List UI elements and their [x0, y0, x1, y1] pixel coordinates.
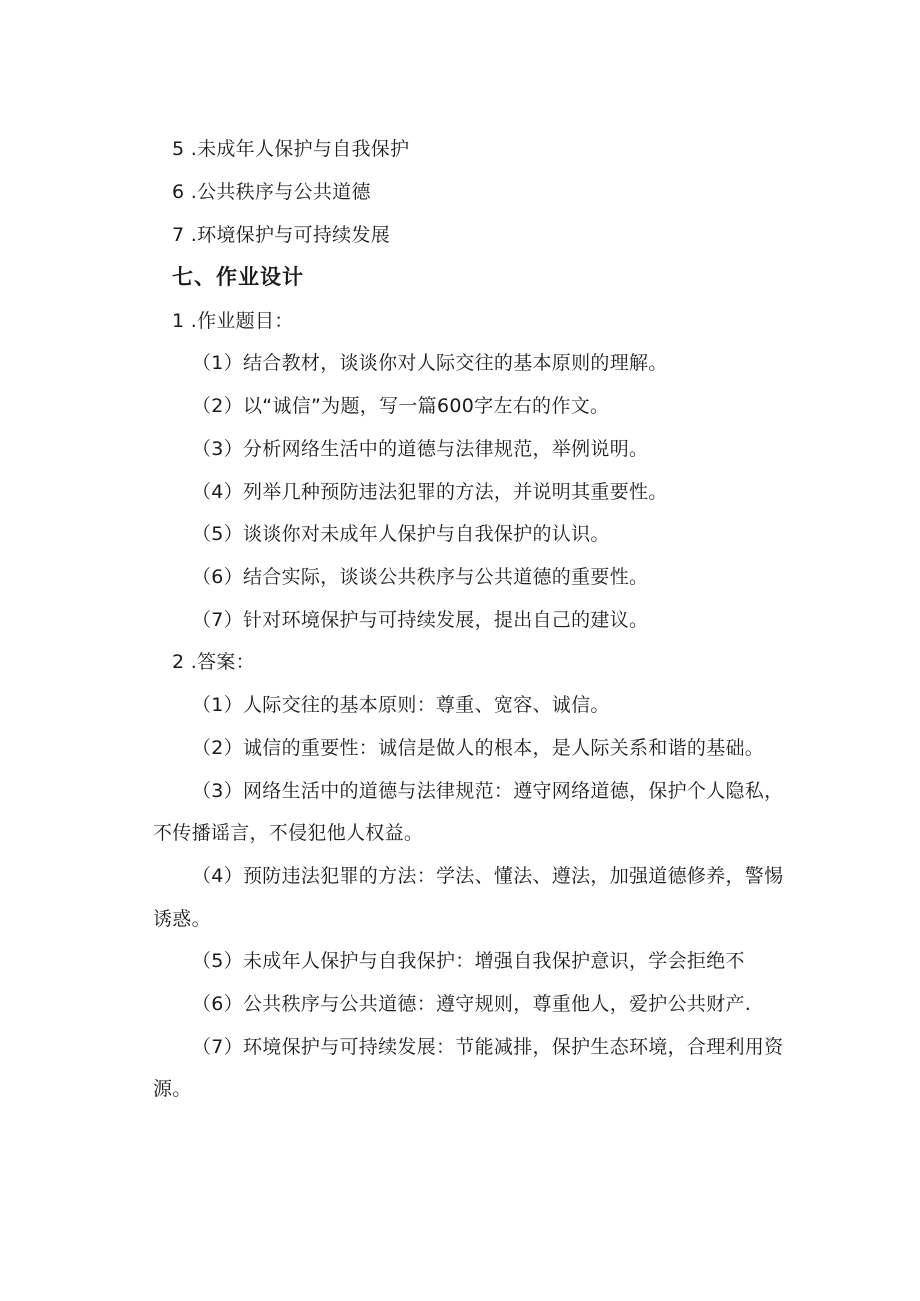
answer-6: （6）公共秩序与公共道德：遵守规则，尊重他人，爱护公共财产. [192, 993, 752, 1015]
answer-1: （1）人际交往的基本原则：尊重、宽容、诚信。 [192, 694, 610, 716]
homework-item-3: （3）分析网络生活中的道德与法律规范，举例说明。 [192, 438, 649, 460]
answer-3-line-1: （3）网络生活中的道德与法律规范：遵守网络道德，保护个人隐私， [192, 780, 784, 802]
list-item-6: 6 .公共秩序与公共道德 [172, 181, 371, 203]
homework-title: 1 .作业题目： [172, 310, 294, 332]
answer-5: （5）未成年人保护与自我保护：增强自我保护意识，学会拒绝不 [192, 950, 745, 972]
answer-4-line-2: 诱惑。 [153, 908, 211, 930]
list-item-5: 5 .未成年人保护与自我保护 [172, 138, 410, 160]
list-item-7: 7 .环境保护与可持续发展 [172, 224, 391, 246]
homework-item-4: （4）列举几种预防违法犯罪的方法，并说明其重要性。 [192, 481, 668, 503]
answer-7-line-2: 源。 [153, 1078, 192, 1100]
answer-7-line-1: （7）环境保护与可持续发展：节能减排，保护生态环境，合理利用资 [192, 1036, 784, 1058]
homework-item-1: （1）结合教材，谈谈你对人际交往的基本原则的理解。 [192, 352, 668, 374]
answer-4-line-1: （4）预防违法犯罪的方法：学法、懂法、遵法，加强道德修养，警惕 [192, 865, 784, 887]
answer-3-line-2: 不传播谣言，不侵犯他人权益。 [153, 822, 424, 844]
answers-title: 2 .答案： [172, 651, 255, 673]
homework-item-7: （7）针对环境保护与可持续发展，提出自己的建议。 [192, 609, 649, 631]
homework-item-5: （5）谈谈你对未成年人保护与自我保护的认识。 [192, 523, 610, 545]
answer-2: （2）诚信的重要性：诚信是做人的根本，是人际关系和谐的基础。 [192, 737, 765, 759]
homework-item-6: （6）结合实际，谈谈公共秩序与公共道德的重要性。 [192, 566, 649, 588]
homework-item-2: （2）以“诚信”为题，写一篇600字左右的作文。 [192, 395, 610, 417]
section-heading: 七、作业设计 [172, 265, 304, 289]
